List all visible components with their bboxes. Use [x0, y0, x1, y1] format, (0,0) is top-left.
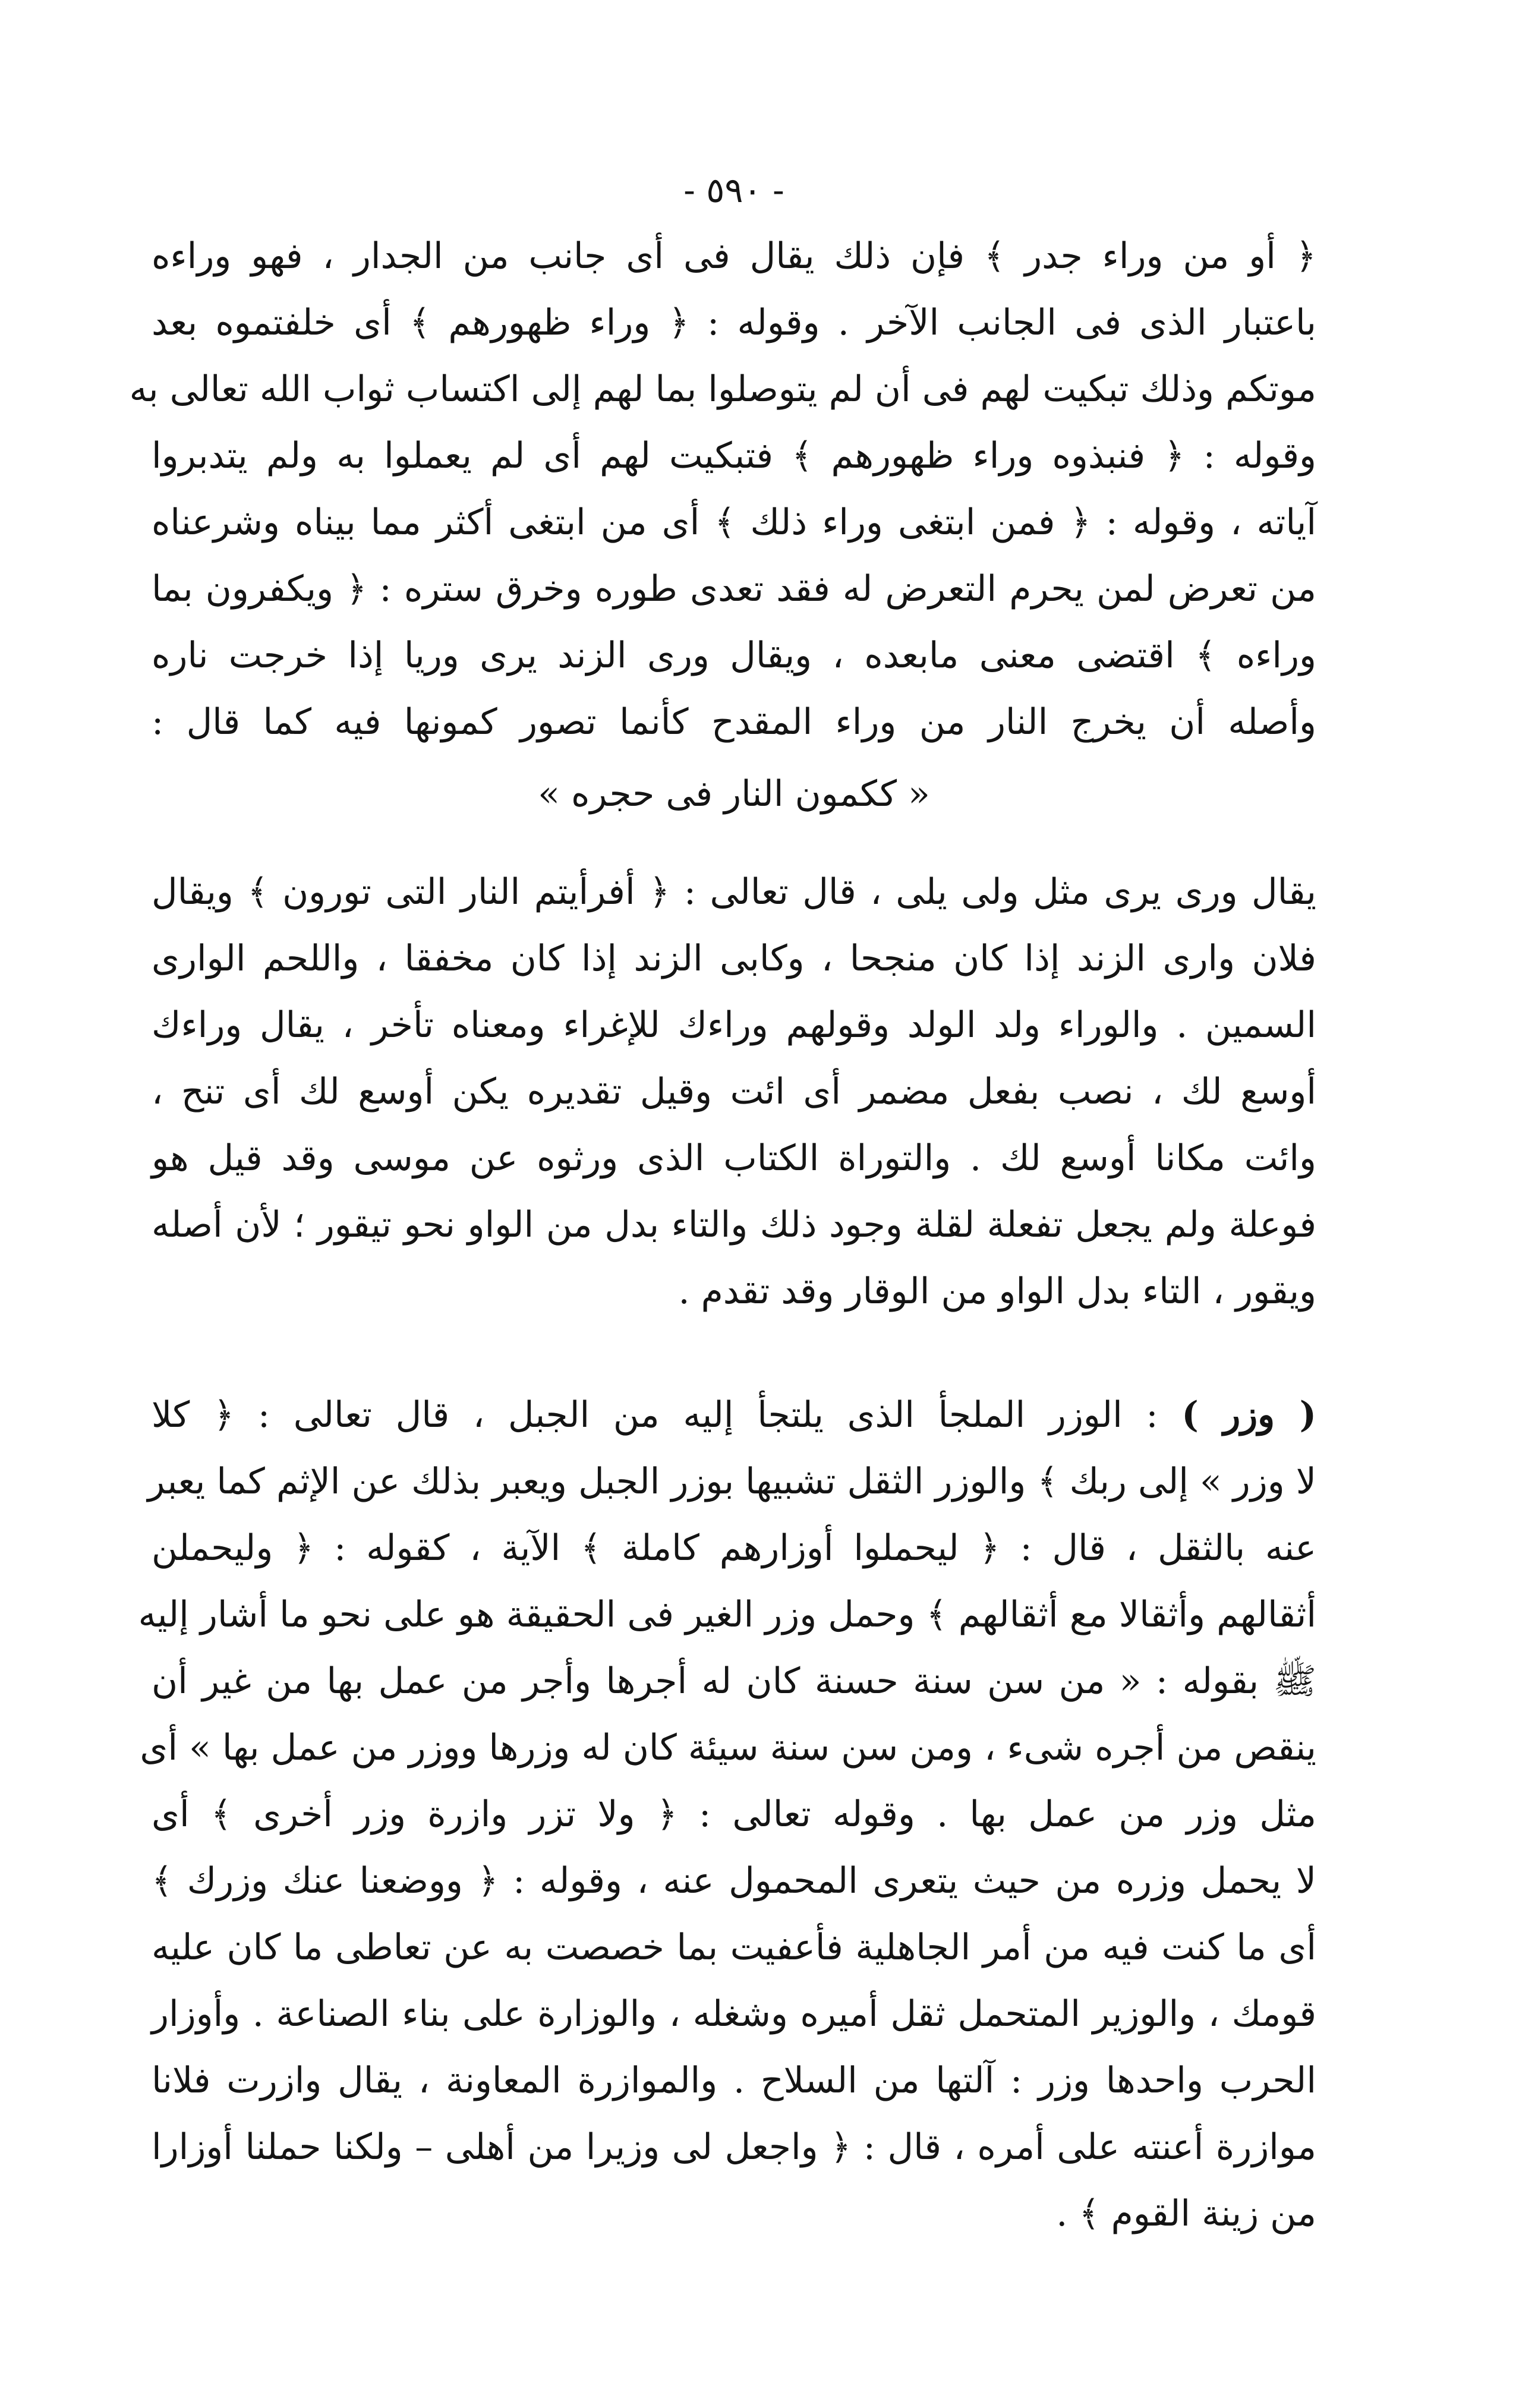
page-number: - ٥٩٠ -: [683, 170, 784, 210]
text-line: لا وزر » إلى ربك ﴾ والوزر الثقل تشبيها بوزر الجبل ويعبر بذلك عن الإثم كما يعبر: [147, 1461, 1316, 1502]
text-line: وراءه ﴾ اقتضى معنى مابعده ، ويقال ورى الزند يرى وريا إذا خرجت ناره: [152, 635, 1316, 676]
entry-text: : الوزر الملجأ الذى يلتجأ إليه من الجبل ، قال تعالى : ﴿ كلا: [152, 1394, 1182, 1436]
text-line: أى ما كنت فيه من أمر الجاهلية فأعفيت بما خصصت به عن تعاطى ما كان عليه: [152, 1927, 1316, 1968]
text-line: قومك ، والوزير المتحمل ثقل أميره وشغله ، والوزارة على بناء الصناعة . وأوزار: [152, 1993, 1316, 2035]
text-line: أوسع لك ، نصب بفعل مضمر أى ائت وقيل تقديره يكن أوسع لك أى تنح ،: [152, 1071, 1316, 1112]
text-line: [152, 1382, 1316, 1448]
text-line: ﴿ أو من وراء جدر ﴾ فإن ذلك يقال فى أى جانب من الجدار ، فهو وراءه: [152, 235, 1316, 277]
text-line: لا يحمل وزره من حيث يتعرى المحمول عنه ، وقوله : ﴿ ووضعنا عنك وزرك ﴾: [152, 1860, 1316, 1902]
text-line: موازرة أعنته على أمره ، قال : ﴿ واجعل لى وزيرا من أهلى – ولكنا حملنا أوزارا: [152, 2126, 1316, 2168]
text-line: يقال ورى يرى مثل ولى يلى ، قال تعالى : ﴿ أفرأيتم النار التى تورون ﴾ ويقال: [152, 871, 1316, 913]
paragraph-wara-continued: [152, 859, 1316, 1325]
text-line: من زينة القوم ﴾ .: [1056, 2193, 1316, 2234]
text-line: ﷺ بقوله : « من سن سنة حسنة كان له أجرها وأجر من عمل بها من غير أن: [152, 1660, 1316, 1702]
text-line: السمين . والوراء ولد الولد وقولهم وراءك للإغراء ومعناه تأخر ، يقال وراءك: [152, 1004, 1316, 1046]
text-line: باعتبار الذى فى الجانب الآخر . وقوله : ﴿ وراء ظهورهم ﴾ أى خلفتموه بعد: [152, 302, 1316, 343]
text-line: وقوله : ﴿ فنبذوه وراء ظهورهم ﴾ فتبكيت لهم أى لم يعملوا به ولم يتدبروا: [152, 435, 1316, 477]
text-line: من تعرض لمن يحرم التعرض له فقد تعدى طوره وخرق ستره : ﴿ ويكفرون بما: [152, 568, 1316, 610]
text-line: موتكم وذلك تبكيت لهم فى أن لم يتوصلوا بما لهم إلى اكتساب ثواب الله تعالى به: [129, 368, 1316, 410]
text-line: مثل وزر من عمل بها . وقوله تعالى : ﴿ ولا تزر وازرة وزر أخرى ﴾ أى: [152, 1794, 1316, 1835]
text-line: آياته ، وقوله : ﴿ فمن ابتغى وراء ذلك ﴾ أى من ابتغى أكثر مما بيناه وشرعناه: [152, 502, 1316, 543]
text-line: فلان وارى الزند إذا كان منجحا ، وكابى الزند إذا كان مخفقا ، واللحم الوارى: [152, 938, 1316, 979]
text-line: فوعلة ولم يجعل تفعلة لقلة وجود ذلك والتاء بدل من الواو نحو تيقور ؛ لأن أصله: [152, 1204, 1316, 1246]
verse-line: « ككمون النار فى حجره »: [538, 773, 930, 815]
poetry-verse: [152, 761, 1316, 827]
text-line: وائت مكانا أوسع لك . والتوراة الكتاب الذى ورثوه عن موسى وقد قيل هو: [152, 1137, 1316, 1179]
text-line: عنه بالثقل ، قال : ﴿ ليحملوا أوزارهم كاملة ﴾ الآية ، كقوله : ﴿ وليحملن: [152, 1527, 1316, 1569]
text-line: ينقص من أجره شىء ، ومن سن سنة سيئة كان له وزرها ووزر من عمل بها » أى: [140, 1727, 1316, 1769]
text-line: وأصله أن يخرج النار من وراء المقدح كأنما تصور كمونها فيه كما قال :: [152, 701, 1316, 743]
paragraph-wara: [129, 223, 1316, 755]
text-line: ويقور ، التاء بدل الواو من الوقار وقد تقدم .: [678, 1271, 1316, 1312]
book-page: [129, 143, 1316, 2341]
text-line: الحرب واحدها وزر : آلتها من السلاح . والموازرة المعاونة ، يقال وازرت فلانا: [152, 2060, 1316, 2101]
text-line: أثقالهم وأثقالا مع أثقالهم ﴾ وحمل وزر الغير فى الحقيقة هو على نحو ما أشار إليه: [138, 1594, 1316, 1635]
paragraph-wazar: [138, 1382, 1316, 2247]
entry-heading: ( وزر ): [1181, 1394, 1316, 1436]
